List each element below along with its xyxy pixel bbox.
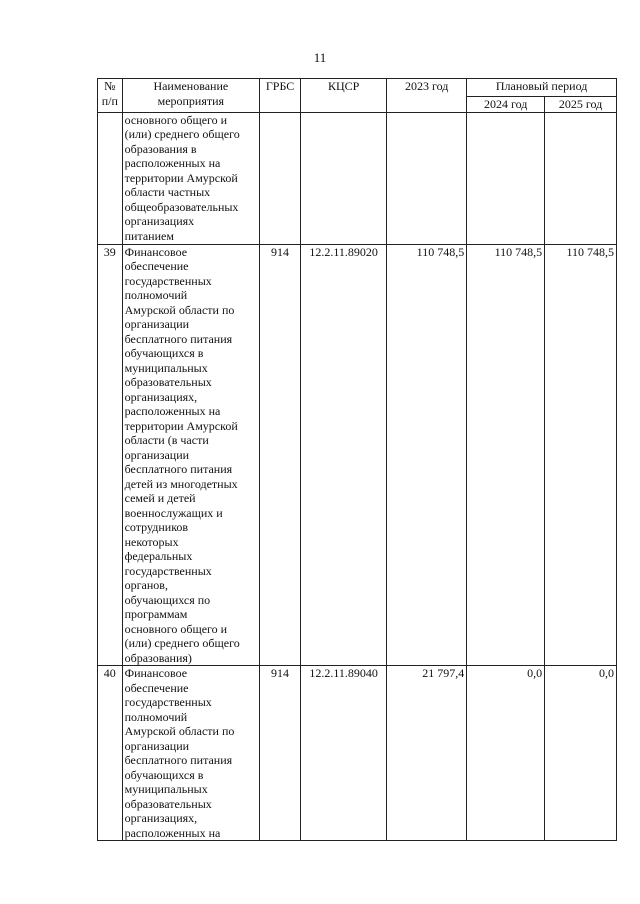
name-line: организации bbox=[124, 738, 190, 753]
cell-grbs: 914 bbox=[260, 244, 301, 666]
name-line: организациях, bbox=[124, 389, 198, 404]
header-2024: 2024 год bbox=[467, 97, 545, 113]
name-line: муниципальных bbox=[124, 360, 208, 375]
table-row bbox=[98, 666, 617, 841]
cell-2023: 21 797,4 bbox=[387, 666, 467, 841]
cell-name bbox=[122, 666, 259, 841]
budget-table bbox=[97, 78, 617, 841]
name-line: основного общего и bbox=[124, 112, 228, 127]
name-line: расположенных на bbox=[124, 156, 221, 170]
name-line: расположенных на bbox=[124, 825, 221, 840]
name-line: государственных bbox=[124, 695, 212, 709]
name-line: полномочий bbox=[124, 709, 188, 724]
name-line: некоторых bbox=[124, 534, 179, 549]
name-line: полномочий bbox=[124, 288, 188, 302]
cell-2025: 110 748,5 bbox=[545, 244, 617, 666]
header-kcsr: КЦСР bbox=[301, 79, 387, 113]
name-line: организациях, bbox=[124, 811, 198, 825]
cell-2023: 110 748,5 bbox=[387, 244, 467, 666]
name-line: области частных bbox=[124, 185, 211, 199]
cell-name bbox=[122, 112, 259, 244]
cell-2025 bbox=[545, 112, 617, 244]
name-line: общеобразовательных bbox=[124, 199, 239, 214]
cell-2024 bbox=[467, 112, 545, 244]
header-num: № п/п bbox=[98, 79, 123, 113]
table-body bbox=[98, 112, 617, 841]
name-line: детей из многодетных bbox=[124, 476, 238, 491]
name-line: Финансовое bbox=[124, 666, 188, 680]
cell-grbs bbox=[260, 112, 301, 244]
name-line: обеспечение bbox=[124, 680, 189, 695]
name-line: образования) bbox=[124, 650, 192, 665]
name-line: области (в части bbox=[124, 433, 209, 447]
cell-kcsr: 12.2.11.89040 bbox=[301, 666, 387, 841]
name-line: военнослужащих и bbox=[124, 505, 223, 520]
name-line: Амурской области по bbox=[124, 724, 235, 738]
name-line: обеспечение bbox=[124, 259, 189, 273]
name-line: муниципальных bbox=[124, 782, 208, 796]
name-line: органов, bbox=[124, 578, 168, 592]
header-plan-period: Плановый период bbox=[467, 79, 617, 97]
name-line: образования в bbox=[124, 141, 197, 156]
name-line: бесплатного питания bbox=[124, 753, 233, 767]
name-line: бесплатного питания bbox=[124, 462, 233, 476]
name-line: обучающихся в bbox=[124, 767, 204, 782]
name-line: бесплатного питания bbox=[124, 331, 233, 346]
header-2025: 2025 год bbox=[545, 97, 617, 113]
header-name: Наименование мероприятия bbox=[122, 79, 259, 113]
name-line: сотрудников bbox=[124, 520, 189, 534]
name-line: обучающихся по bbox=[124, 592, 211, 607]
cell-2023 bbox=[387, 112, 467, 244]
name-line: территории Амурской bbox=[124, 418, 238, 433]
name-line: обучающихся в bbox=[124, 346, 204, 360]
cell-2025: 0,0 bbox=[545, 666, 617, 841]
name-line: Финансовое bbox=[124, 244, 188, 259]
name-line: организации bbox=[124, 447, 190, 462]
cell-2024: 0,0 bbox=[467, 666, 545, 841]
name-line: питанием bbox=[124, 228, 174, 243]
name-line: организациях bbox=[124, 214, 195, 228]
table-row bbox=[98, 244, 617, 666]
name-line: территории Амурской bbox=[124, 170, 238, 185]
name-line: государственных bbox=[124, 273, 212, 288]
cell-kcsr: 12.2.11.89020 bbox=[301, 244, 387, 666]
name-line: федеральных bbox=[124, 549, 193, 563]
table-row bbox=[98, 112, 617, 244]
name-line: государственных bbox=[124, 563, 212, 578]
cell-num: 40 bbox=[98, 666, 123, 841]
cell-num: 39 bbox=[98, 244, 123, 666]
name-line: основного общего и bbox=[124, 621, 228, 636]
name-line: расположенных на bbox=[124, 404, 221, 418]
header-grbs: ГРБС bbox=[260, 79, 301, 113]
cell-num bbox=[98, 112, 123, 244]
name-line: образовательных bbox=[124, 796, 212, 811]
cell-kcsr bbox=[301, 112, 387, 244]
header-2023: 2023 год bbox=[387, 79, 467, 113]
name-line: семей и детей bbox=[124, 491, 196, 505]
cell-grbs: 914 bbox=[260, 666, 301, 841]
name-line: (или) среднего общего bbox=[124, 127, 240, 141]
cell-name bbox=[122, 244, 259, 666]
name-line: Амурской области по bbox=[124, 302, 235, 317]
name-line: образовательных bbox=[124, 375, 212, 389]
name-line: (или) среднего общего bbox=[124, 636, 240, 650]
name-line: программам bbox=[124, 607, 188, 621]
page-number: 11 bbox=[313, 50, 327, 65]
name-line: организации bbox=[124, 317, 190, 331]
cell-2024: 110 748,5 bbox=[467, 244, 545, 666]
